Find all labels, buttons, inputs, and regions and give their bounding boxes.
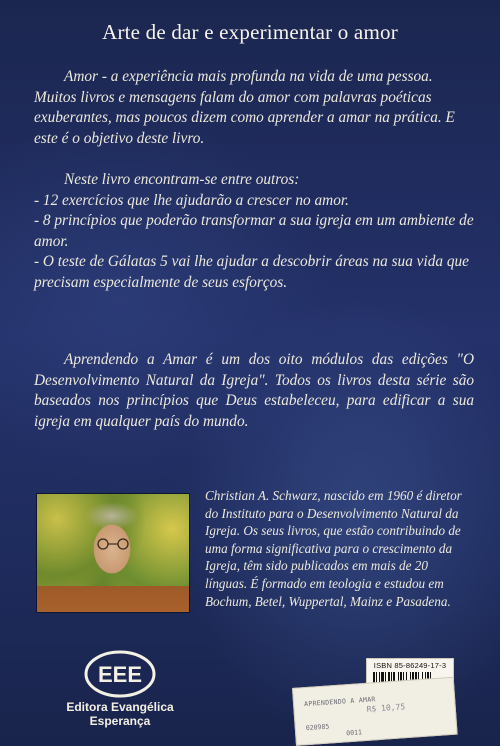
price-sticker (292, 677, 458, 746)
contents-item: - 8 princípios que poderão transformar a sua igreja em um ambiente de amor. (34, 212, 474, 250)
author-bio: Christian A. Schwarz, nascido em 1960 é diretor do Instituto para o Desenvolvimento Natural da Igreja. Os seus livros, que estão contribuindo de uma forma significativa para o crescimento da Igreja, têm sido publicados em mais de 20 línguas. É formado em teologia e estudou em Bochum, Betel, Wuppertal, Mainz e Pasadena. (205, 488, 462, 609)
intro-paragraph: Amor - a experiência mais profunda na vida de uma pessoa. Muitos livros e mensagens falam do amor com palavras poéticas exuberantes, mas poucos dizem como aprender a amar na prática. E este é o objetivo deste livro. (34, 68, 455, 147)
contents-list (34, 170, 474, 293)
sticker-code: APRENDENDO A AMAR (303, 695, 376, 709)
sticker-number-value: 020985 (305, 722, 330, 733)
author-photo (36, 493, 190, 613)
contents-lead: Neste livro encontram-se entre outros: (64, 171, 300, 188)
contents-item: - 12 exercícios que lhe ajudarão a crescer no amor. (34, 191, 349, 209)
publisher-logo-icon (84, 650, 156, 698)
isbn-label: ISBN 85-86249-17-3 (373, 661, 447, 670)
contents-item: - O teste de Gálatas 5 vai lhe ajudar a descobrir áreas na sua vida que precisam especialmente de seus esforços. (34, 253, 469, 291)
glasses-icon (94, 538, 132, 550)
sticker-suffix: 0011 (346, 728, 363, 738)
publisher-line-2: Esperança (89, 714, 151, 728)
sticker-price: R$ 10,75 (366, 702, 406, 714)
sticker-number (306, 719, 387, 741)
series-paragraph: Aprendendo a Amar é um dos oito módulos das edições "O Desenvolvimento Natural da Igreja". Todos os livros desta série são baseados nos princípios que Deus estabeleceu, para edificar a sua igreja em qualquer país do mundo. (34, 351, 474, 430)
publisher-line-1: Editora Evangélica (66, 700, 174, 714)
publisher-logo-text: EEE (97, 662, 143, 687)
cover-title: Arte de dar e experimentar o amor (102, 20, 398, 44)
publisher-name (52, 700, 188, 728)
